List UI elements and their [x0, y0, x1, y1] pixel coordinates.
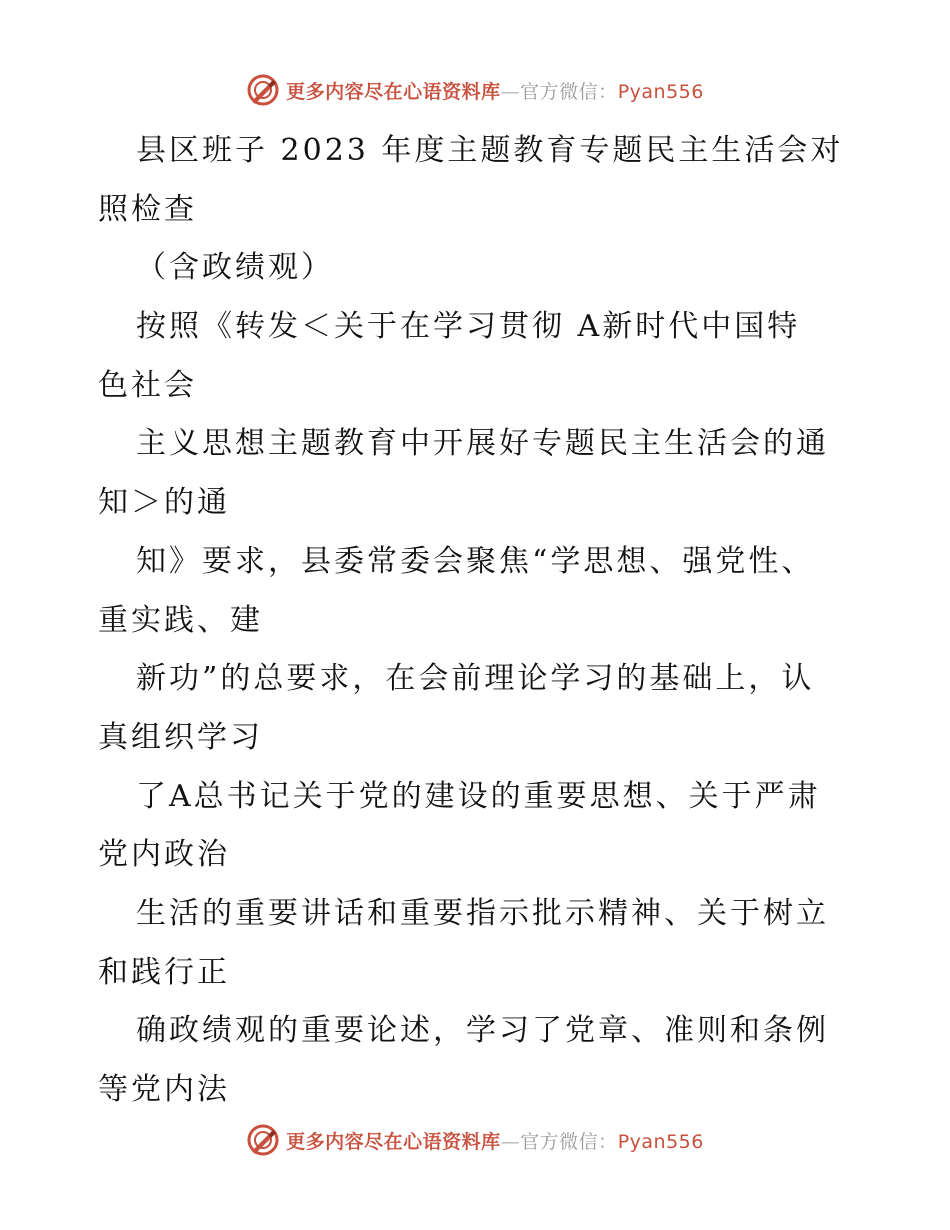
paragraph-line: 生活的重要讲话和重要指示批示精神、关于树立 [136, 895, 829, 931]
paragraph-line: 真组织学习 [98, 719, 263, 755]
pen-logo-icon [246, 1123, 280, 1157]
watermark-text: 更多内容尽在心语资料库—官方微信：Pyan556 [286, 1130, 704, 1153]
watermark-footer [0, 1120, 950, 1160]
watermark-text: 更多内容尽在心语资料库—官方微信：Pyan556 [286, 80, 704, 103]
title-line-2: 照检查 [98, 191, 197, 227]
paragraph-line: 按照《转发＜关于在学习贯彻 A新时代中国特 [136, 309, 801, 345]
paragraph-line: 新功”的总要求，在会前理论学习的基础上，认 [136, 661, 815, 697]
document-body [98, 122, 858, 1120]
subtitle-line: （含政绩观） [136, 250, 334, 286]
paragraph-line: 主义思想主题教育中开展好专题民主生活会的通 [136, 426, 829, 462]
paragraph-line: 确政绩观的重要论述，学习了党章、准则和条例 [136, 1013, 829, 1049]
paragraph-line: 了A总书记关于党的建设的重要思想、关于严肃 [136, 778, 821, 814]
paragraph-line: 色社会 [98, 367, 197, 403]
paragraph-line: 知＞的通 [98, 485, 230, 521]
paragraph-line: 等党内法 [98, 1072, 230, 1107]
title-line-1: 县区班子 2023 年度主题教育专题民主生活会对 [136, 133, 844, 168]
paragraph-line: 重实践、建 [98, 602, 263, 638]
paragraph-line: 党内政治 [98, 837, 230, 873]
paragraph-line: 和践行正 [98, 954, 230, 990]
watermark-header [0, 70, 950, 110]
pen-logo-icon [246, 73, 280, 107]
paragraph-line: 知》要求，县委常委会聚焦“学思想、强党性、 [136, 543, 815, 579]
